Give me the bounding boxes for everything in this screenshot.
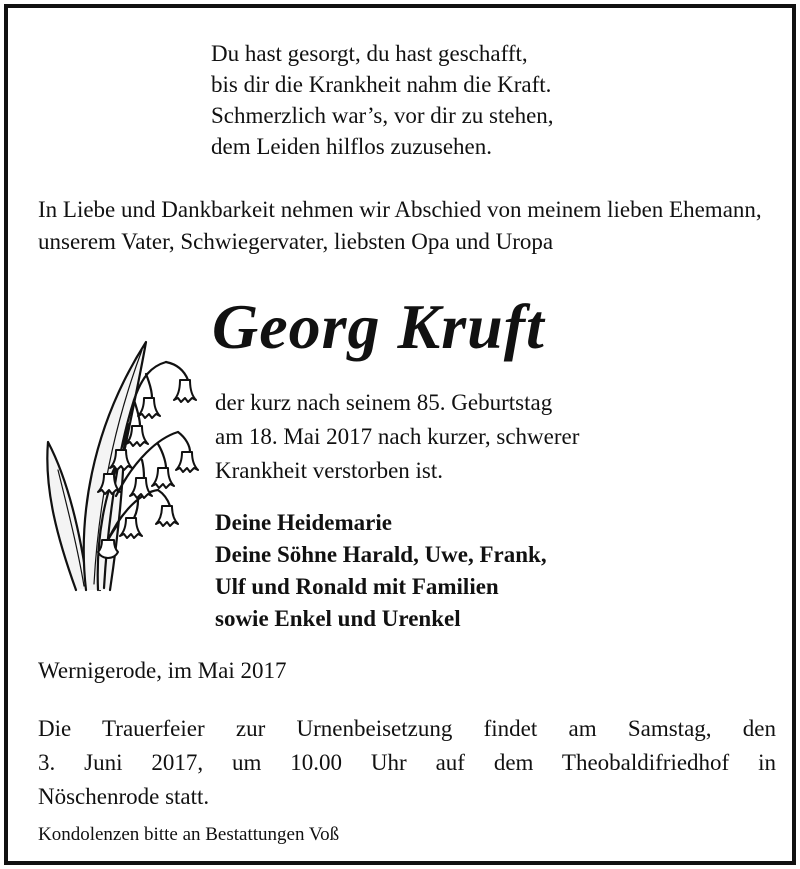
mourner-line: Deine Heidemarie [215,510,392,535]
death-line: am 18. Mai 2017 nach kurzer, schwerer [215,424,580,449]
poem-line: bis dir die Krankheit nahm die Kraft. [211,72,552,97]
place-and-date: Wernigerode, im Mai 2017 [38,658,287,683]
mourner-line: sowie Enkel und Urenkel [215,606,461,631]
condolences-note: Kondolenzen bitte an Bestattungen Voß [38,824,340,845]
funeral-line: 3. Juni 2017, um 10.00 Uhr auf dem Theobaldifriedhof in [38,750,776,775]
poem-line: dem Leiden hilflos zuzusehen. [211,134,493,159]
death-line: der kurz nach seinem 85. Geburtstag [215,390,553,415]
poem-line: Schmerzlich war’s, vor dir zu stehen, [211,103,554,128]
poem-line: Du hast gesorgt, du hast geschafft, [211,41,528,66]
lily-of-the-valley-icon [38,340,200,592]
deceased-name: Georg Kruft [212,291,545,362]
memorial-poem [211,38,554,162]
obituary-notice [4,4,796,865]
farewell-intro: In Liebe und Dankbarkeit nehmen wir Abschied von meinem lieben Ehemann, unserem Vater, Schwiegervater, liebsten Opa und Uropa [38,197,762,254]
funeral-line: Die Trauerfeier zur Urnenbeisetzung findet am Samstag, den [38,716,776,741]
death-announcement [215,386,579,488]
mourner-line: Deine Söhne Harald, Uwe, Frank, [215,542,547,567]
death-line: Krankheit verstorben ist. [215,458,444,483]
mourners-list [215,507,547,635]
mourner-line: Ulf und Ronald mit Familien [215,574,499,599]
funeral-line: Nöschenrode statt. [38,784,210,809]
funeral-details [38,712,776,814]
